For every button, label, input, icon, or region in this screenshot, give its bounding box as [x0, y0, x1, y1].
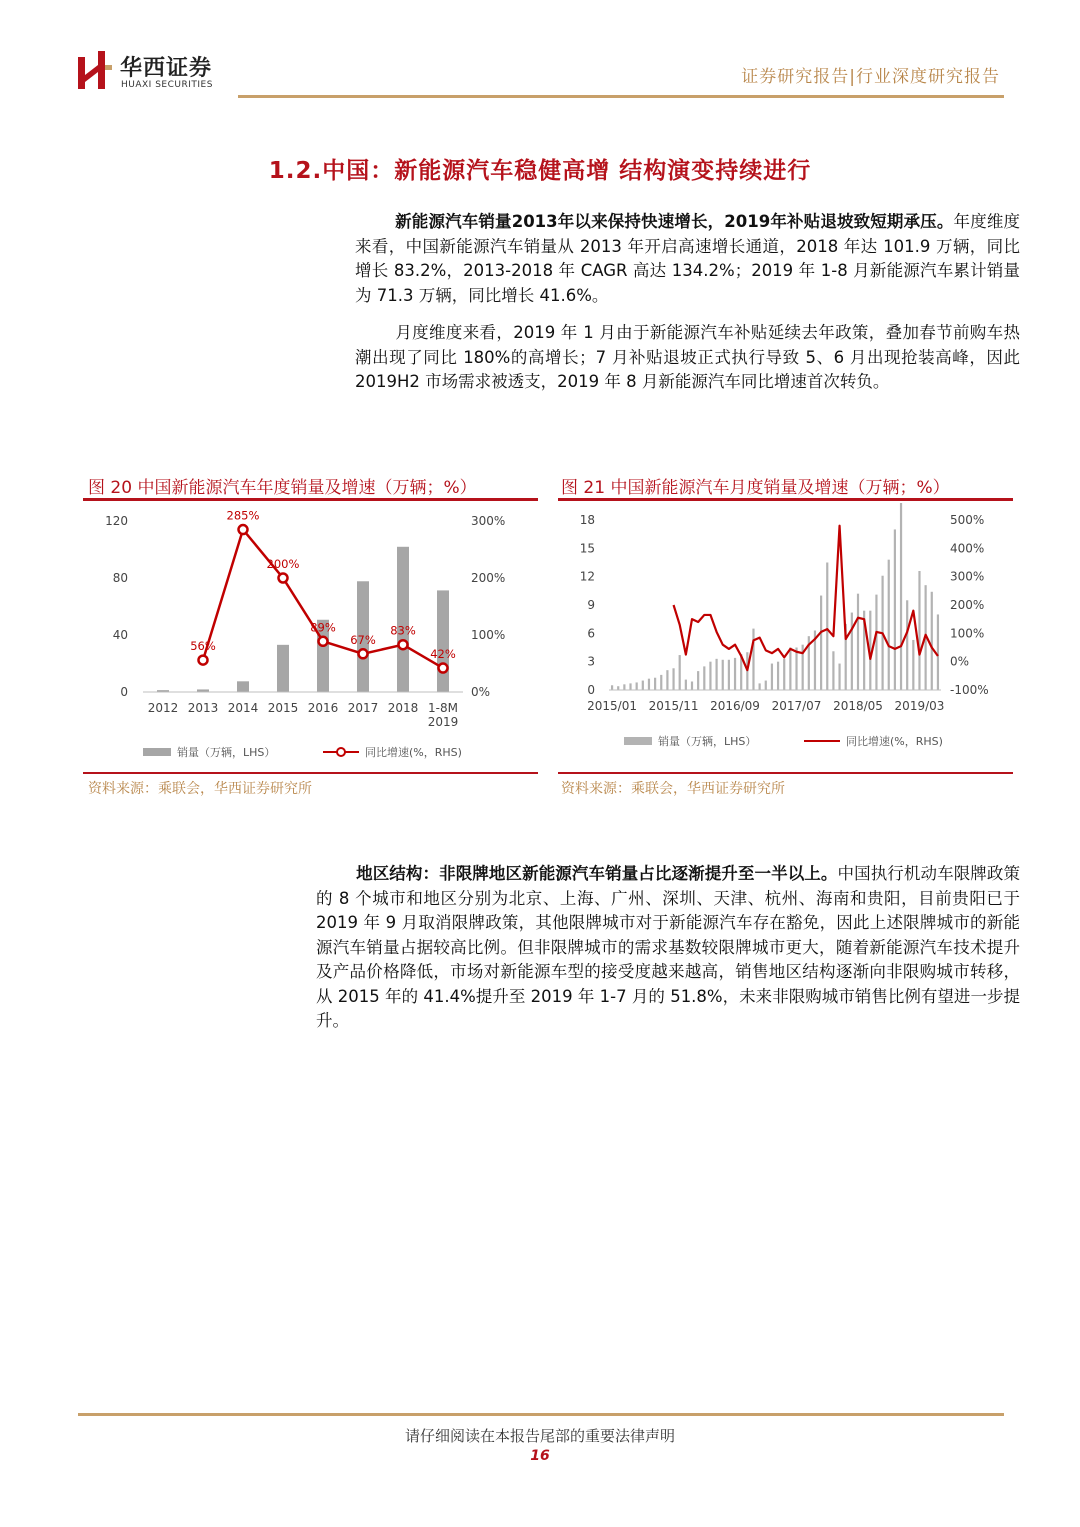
figure-21-source: 资料来源：乘联会，华西证券研究所 [561, 781, 785, 797]
brand-name-en: HUAXI SECURITIES [121, 80, 213, 90]
legend-line-label: 同比增速(%，RHS) [846, 735, 943, 748]
sales-bar [931, 592, 933, 690]
x-tick-label: 2018/05 [833, 699, 883, 713]
sales-bar [771, 664, 773, 690]
sales-bar [722, 660, 724, 690]
sales-bar [277, 645, 289, 692]
figure-21-source-rule [558, 772, 1013, 774]
sales-bar [623, 684, 625, 690]
sales-bar [654, 678, 656, 690]
y-right-tick-label: 200% [950, 598, 985, 612]
growth-point [279, 574, 288, 583]
sales-bar [237, 681, 249, 692]
y-right-tick-label: 100% [950, 626, 985, 641]
x-tick-label: 2014 [227, 701, 259, 715]
sales-bar [826, 563, 828, 691]
brand-name: 华西证券 [120, 56, 213, 81]
y-right-tick-label: 100% [471, 628, 506, 642]
y-right-tick-label: 200% [471, 571, 506, 585]
x-tick-label: 2017 [347, 701, 379, 715]
y-left-tick-label: 0 [120, 685, 128, 699]
legend-line-marker [337, 748, 345, 756]
sales-bar [648, 679, 650, 690]
paragraph-body: 年度维度来看，中国新能源汽车销量从 2013 年开启高速增长通道，2018 年达 101.9 万辆，同比增长 83.2%，2013-2018 年 CAGR 高达 134.2%；2019 年 1-8 月新能源汽车累计销量为 71.3 万辆，同比增长 41.6%。 [355, 212, 1021, 305]
y-right-tick-label: 300% [471, 514, 506, 528]
legend-bar-swatch [143, 748, 171, 756]
figure-20-rule [83, 498, 538, 501]
sales-bar [691, 682, 693, 691]
sales-bar [789, 648, 791, 691]
sales-bar [752, 629, 754, 690]
sales-bar [875, 595, 877, 690]
growth-data-label: 83% [390, 623, 416, 638]
sales-bar [629, 683, 631, 690]
y-left-tick-label: 18 [579, 513, 595, 527]
sales-bar [642, 681, 644, 690]
sales-bar [832, 651, 834, 690]
y-left-tick-label: 0 [587, 683, 595, 697]
sales-bar [679, 655, 681, 690]
legend-bar-swatch [624, 737, 652, 745]
sales-bar [703, 666, 705, 690]
growth-data-label: 200% [266, 557, 300, 571]
sales-bar [838, 664, 840, 690]
x-tick-label: 2019/03 [894, 699, 945, 713]
figure-21-rule [558, 498, 1013, 501]
x-tick-label: 2015/01 [587, 699, 638, 713]
sales-bar [666, 670, 668, 690]
paragraph-monthly [355, 321, 1020, 395]
figure-20-source-rule [83, 772, 538, 774]
growth-data-label: 285% [226, 508, 260, 523]
sales-bar [660, 675, 662, 690]
growth-point [239, 525, 248, 534]
y-left-tick-label: 80 [112, 571, 128, 585]
legend-bar-label: 销量（万辆，LHS） [658, 735, 757, 748]
legend-bar-label: 销量（万辆，LHS） [177, 746, 276, 759]
sales-bar [777, 662, 779, 690]
growth-data-label: 67% [350, 632, 376, 647]
sales-bar [765, 681, 767, 690]
y-left-tick-label: 12 [579, 569, 595, 584]
y-left-tick-label: 40 [112, 628, 128, 642]
section-title: 1.2.中国：新能源汽车稳健高增 结构演变持续进行 [268, 158, 812, 184]
x-tick-label: 2012 [147, 701, 179, 715]
paragraph-body: 月度维度来看，2019 年 1 月由于新能源汽车补贴延续去年政策，叠加春节前购车热潮出现了同比 180%的高增长；7 月补贴退坡正式执行导致 5、6 月出现抢装高峰，因此 2019H2 市场需求被透支，2019 年 8 月新能源汽车同比增速首次转负。 [355, 323, 1020, 391]
huaxi-logo-icon [78, 51, 112, 89]
y-left-tick-label: 9 [587, 598, 595, 612]
sales-bar [851, 613, 853, 690]
sales-bar [918, 571, 920, 690]
growth-point [359, 649, 368, 658]
y-left-tick-label: 3 [587, 654, 595, 669]
sales-bar [894, 529, 896, 690]
sales-bar [795, 648, 797, 691]
header-divider [238, 95, 1004, 98]
y-right-tick-label: 400% [950, 541, 985, 556]
y-left-tick-label: 6 [587, 626, 595, 641]
x-tick-label: 2015 [267, 701, 299, 715]
growth-point [319, 637, 328, 646]
sales-bar [685, 680, 687, 690]
sales-bar [437, 590, 449, 692]
paragraph-regional [316, 862, 1020, 1034]
figure-20-source: 资料来源：乘联会，华西证券研究所 [88, 781, 312, 797]
legal-notice: 请仔细阅读在本报告尾部的重要法律声明 [404, 1427, 675, 1445]
y-right-tick-label: 0% [471, 685, 491, 699]
footer-divider [78, 1413, 1004, 1416]
sales-bar [715, 659, 717, 690]
x-tick-label: 2017/07 [771, 699, 822, 713]
sales-bar [697, 671, 699, 690]
sales-bar [820, 596, 822, 690]
growth-data-label: 42% [430, 647, 456, 662]
y-right-tick-label: -100% [950, 683, 989, 697]
x-tick-label: 2016 [307, 701, 339, 715]
growth-point [439, 664, 448, 673]
y-right-tick-label: 500% [950, 513, 985, 527]
paragraph-lead: 地区结构：非限牌地区新能源汽车销量占比逐渐提升至一半以上。 [356, 864, 838, 883]
x-tick-label: 2016/09 [710, 699, 760, 713]
sales-bar [734, 658, 736, 690]
sales-bar [888, 560, 890, 690]
sales-bar [906, 600, 908, 690]
figure-21-title: 图 21 中国新能源汽车月度销量及增速（万辆；%） [561, 478, 950, 498]
sales-bar [759, 683, 761, 690]
monthly-sales-chart [558, 503, 1013, 768]
growth-data-label: 56% [190, 639, 216, 654]
sales-bar [912, 640, 914, 690]
report-type: 证券研究报告|行业深度研究报告 [741, 67, 1000, 87]
x-tick-label: 2015/11 [648, 699, 699, 713]
sales-bar [900, 503, 902, 690]
sales-bar [728, 660, 730, 690]
x-tick-label: 2019 [427, 715, 459, 729]
growth-line [674, 526, 938, 671]
sales-bar [611, 685, 613, 690]
page-number: 16 [530, 1448, 550, 1464]
paragraph-lead: 新能源汽车销量2013年以来保持快速增长，2019年补贴退坡致短期承压。 [395, 212, 954, 231]
sales-bar [709, 662, 711, 690]
growth-data-label: 89% [310, 620, 336, 635]
sales-bar [937, 614, 939, 690]
y-left-tick-label: 15 [579, 541, 595, 556]
sales-bar [636, 682, 638, 690]
paragraph-annual [355, 210, 1020, 308]
sales-bar [617, 686, 619, 690]
x-tick-label: 2018 [387, 701, 419, 715]
legend-line-label: 同比增速(%，RHS) [365, 746, 462, 759]
sales-bar [857, 594, 859, 690]
annual-sales-chart [83, 503, 538, 768]
sales-bar [672, 668, 674, 690]
sales-bar [783, 659, 785, 690]
x-tick-label: 2013 [187, 701, 219, 715]
growth-point [199, 656, 208, 665]
growth-point [399, 640, 408, 649]
figure-20-title: 图 20 中国新能源汽车年度销量及增速（万辆；%） [88, 478, 477, 498]
paragraph-body: 中国执行机动车限牌政策的 8 个城市和地区分别为北京、上海、广州、深圳、天津、杭州、海南和贵阳，目前贵阳已于 2019 年 9 月取消限牌政策，其他限牌城市对于新能源汽车存在豁免，因此上述限牌城市的新能源汽车销量占据较高比例。但非限牌城市的需求基数较限牌城市更大，随着新能源汽车技术提升及产品价格降低，市场对新能源车型的接受度越来越高，销售地区结构逐渐向非限购城市转移，从 2015 年的 41.4%提升至 2019 年 1-7 月的 51.8%，未来非限购城市销售比例有望进一步提升。 [316, 864, 1021, 1030]
sales-bar [397, 547, 409, 692]
x-tick-label: 1-8M [428, 701, 458, 715]
y-right-tick-label: 0% [950, 654, 970, 669]
y-right-tick-label: 300% [950, 569, 985, 584]
y-left-tick-label: 120 [105, 514, 128, 528]
